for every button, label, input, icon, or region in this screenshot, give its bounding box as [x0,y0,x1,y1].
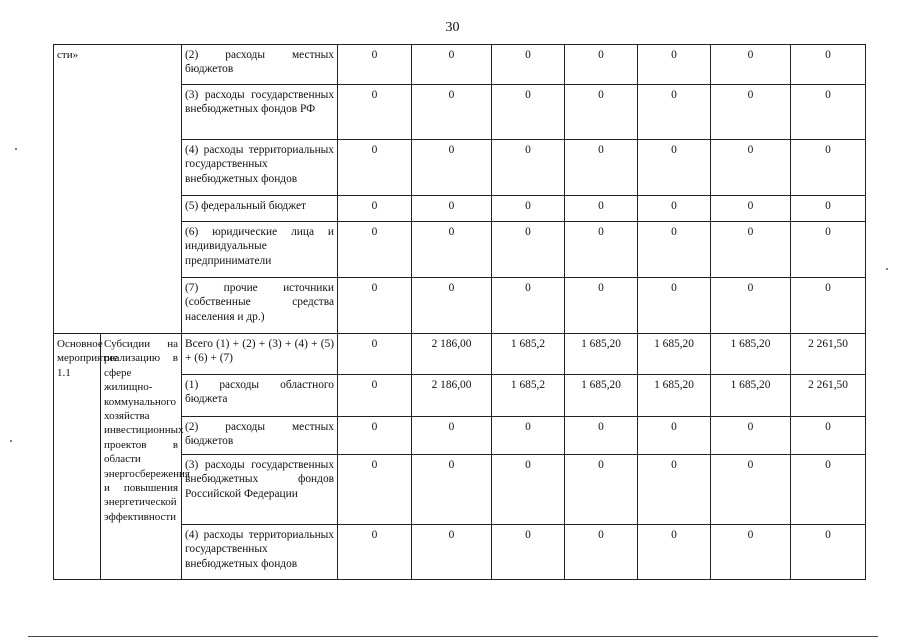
source-cell: (2) расходы местных бюджетов [182,417,338,455]
value-cell: 0 [638,417,711,455]
measure-name: Субсидии на реализацию в сфере жилищно-коммунального хозяйства инвестиционных проектов в области энергосбережения и повышения энергетической эффективности [101,334,182,580]
source-cell: (5) федеральный бюджет [182,196,338,222]
source-cell: (3) расходы государственных внебюджетных фондов РФ [182,85,338,140]
value-cell: 0 [791,222,866,278]
value-cell: 1 685,2 [492,334,565,375]
value-cell: 0 [638,525,711,580]
value-cell: 0 [711,196,791,222]
value-cell: 0 [791,455,866,525]
value-cell: 0 [565,525,638,580]
value-cell: 1 685,20 [711,375,791,417]
source-cell: (2) расходы местных бюджетов [182,45,338,85]
value-cell: 0 [565,417,638,455]
value-cell: 0 [711,222,791,278]
value-cell: 0 [412,140,492,196]
value-cell: 1 685,20 [711,334,791,375]
source-cell: (3) расходы государственных внебюджетных фондов Российской Федерации [182,455,338,525]
value-cell: 0 [338,140,412,196]
source-cell: (4) расходы территориальных государственных внебюджетных фондов [182,140,338,196]
value-cell: 1 685,20 [638,334,711,375]
value-cell: 0 [338,85,412,140]
value-cell: 0 [412,85,492,140]
value-cell: 0 [492,417,565,455]
value-cell: 0 [338,525,412,580]
value-cell: 0 [791,417,866,455]
value-cell: 0 [711,278,791,334]
value-cell: 0 [492,45,565,85]
value-cell: 0 [791,196,866,222]
value-cell: 2 186,00 [412,375,492,417]
value-cell: 0 [638,196,711,222]
value-cell: 0 [791,140,866,196]
value-cell: 2 261,50 [791,334,866,375]
value-cell: 0 [711,525,791,580]
table-row [54,334,866,375]
value-cell: 0 [412,417,492,455]
scan-speck [15,148,17,150]
value-cell: 0 [791,45,866,85]
value-cell: 0 [412,455,492,525]
value-cell: 1 685,20 [565,375,638,417]
value-cell: 0 [638,45,711,85]
value-cell: 0 [492,196,565,222]
source-cell: (7) прочие источники (собственные средства населения и др.) [182,278,338,334]
value-cell: 0 [638,278,711,334]
source-cell: (4) расходы территориальных государственных внебюджетных фондов [182,525,338,580]
value-cell: 1 685,2 [492,375,565,417]
value-cell: 0 [492,140,565,196]
value-cell: 0 [565,222,638,278]
value-cell: 0 [492,455,565,525]
value-cell: 0 [565,140,638,196]
value-cell: 0 [565,278,638,334]
value-cell: 0 [638,140,711,196]
value-cell: 0 [791,278,866,334]
value-cell: 0 [711,45,791,85]
value-cell: 2 261,50 [791,375,866,417]
value-cell: 0 [338,278,412,334]
value-cell: 0 [492,222,565,278]
value-cell: 1 685,20 [565,334,638,375]
value-cell: 0 [791,525,866,580]
scan-speck [10,440,12,442]
value-cell: 0 [412,222,492,278]
page-number: 30 [445,20,460,35]
value-cell: 0 [492,278,565,334]
value-cell: 0 [565,196,638,222]
value-cell: 0 [412,278,492,334]
value-cell: 0 [338,334,412,375]
continued-label: сти» [54,45,182,334]
value-cell: 0 [565,85,638,140]
value-cell: 0 [638,85,711,140]
value-cell: 0 [791,85,866,140]
value-cell: 2 186,00 [412,334,492,375]
value-cell: 0 [711,85,791,140]
value-cell: 0 [711,417,791,455]
value-cell: 0 [492,85,565,140]
value-cell: 0 [711,140,791,196]
value-cell: 0 [638,455,711,525]
value-cell: 1 685,20 [638,375,711,417]
value-cell: 0 [338,455,412,525]
value-cell: 0 [412,196,492,222]
value-cell: 0 [412,525,492,580]
measure-code: Основное мероприятие 1.1 [54,334,101,580]
table-row [54,45,866,85]
value-cell: 0 [338,222,412,278]
source-cell: (6) юридические лица и индивидуальные предприниматели [182,222,338,278]
value-cell: 0 [338,196,412,222]
value-cell: 0 [565,455,638,525]
value-cell: 0 [565,45,638,85]
scan-speck [886,268,888,270]
scan-edge-line [28,636,878,637]
source-cell: Всего (1) + (2) + (3) + (4) + (5) + (6) + (7) [182,334,338,375]
value-cell: 0 [338,417,412,455]
value-cell: 0 [338,45,412,85]
value-cell: 0 [711,455,791,525]
value-cell: 0 [338,375,412,417]
value-cell: 0 [492,525,565,580]
budget-table [53,44,866,580]
value-cell: 0 [638,222,711,278]
value-cell: 0 [412,45,492,85]
source-cell: (1) расходы областного бюджета [182,375,338,417]
